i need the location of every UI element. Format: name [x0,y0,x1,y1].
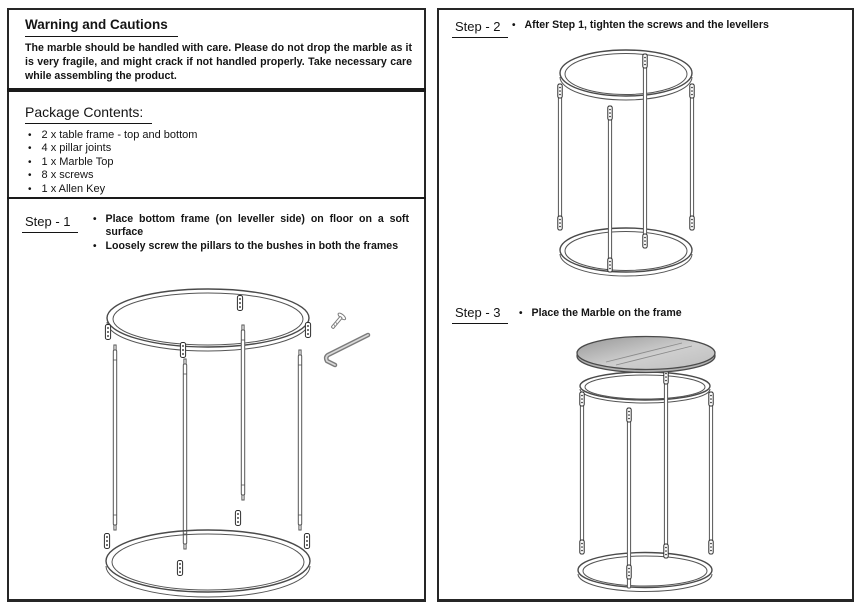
pillar-joint-bush [104,534,109,549]
package-item-text: 2 x table frame - top and bottom [41,129,198,141]
marble-top [577,337,715,373]
pillar [298,350,301,530]
screw-icon [329,312,347,331]
step-3-label: Step - 3 [452,305,508,324]
step-2-label: Step - 2 [452,19,508,38]
pillar-joint-bush [580,540,584,554]
pillar [627,408,630,588]
section-divider-double [7,88,426,92]
pillar-joint-bush [180,343,185,358]
package-item-text: 1 x Allen Key [41,182,106,195]
pillar-joint-bush [643,234,647,248]
step1-exploded-frame-diagram [85,275,423,605]
pillar [183,359,186,549]
top-frame-ring [560,50,692,100]
warning-title: Warning and Cautions [25,16,178,37]
pillar [690,84,693,230]
pillar-joint-bush [709,392,713,406]
bullet-icon: • [28,143,32,155]
bottom-frame-ring [106,530,310,597]
warning-body: The marble should be handled with care. Please do not drop the marble as it is very fragile, and might crack if not handled properly. Take necessary care while assembling the product. [25,42,412,82]
package-contents-list [28,129,408,196]
pillar [608,106,611,272]
package-item-text: 4 x pillar joints [41,142,112,155]
left-page-panel [7,8,426,602]
step2-assembled-frame-diagram [548,42,713,302]
package-item-text: 1 x Marble Top [41,155,114,168]
allen-key-icon [326,335,368,365]
pillar-joint-bush [105,325,110,340]
pillar-joint-bush [235,511,240,526]
bullet-icon: • [28,130,32,141]
package-contents-title: Package Contents: [25,104,152,124]
bottom-frame-ring [560,228,692,276]
pillar [664,370,667,558]
right-page-panel [437,8,854,602]
package-item [28,169,408,182]
pillar-joint-bush [627,565,631,579]
package-item [28,156,408,169]
pillar-joint-bush [608,106,612,120]
bullet-icon: • [93,214,97,225]
pillar-joint-bush [580,392,584,406]
pillar-joint-bush [690,84,694,98]
pillar-joint-bush [558,216,562,230]
instruction-line: • Loosely screw the pillars to the bushes in both the frames [93,239,399,252]
bottom-frame-ring [578,553,712,592]
pillar [113,345,116,530]
pillar-joint-bush [709,540,713,554]
instruction-line: • Place bottom frame (on leveller side) on floor on a soft surface [93,213,409,239]
instruction-line: • After Step 1, tighten the screws and the levellers [512,19,769,31]
pillar-joint-bush [177,561,182,576]
bullet-icon: • [28,170,32,182]
step-1-label: Step - 1 [22,214,78,233]
pillar-joint-bush [558,84,562,98]
pillar [580,392,583,554]
pillar [558,84,561,230]
package-item [28,142,408,155]
package-item [28,129,408,142]
pillar-joint-bush [304,534,309,549]
pillar-joint-bush [643,54,647,68]
pillar-joint-bush [608,258,612,272]
instruction-line: • Place the Marble on the frame [519,307,682,319]
top-frame-ring [107,289,309,351]
package-item [28,183,408,196]
pillar-joint-bush [237,296,242,311]
bullet-icon: • [93,240,97,252]
section-divider [7,197,426,199]
step3-marble-on-frame-diagram [560,332,730,605]
pillar [709,392,712,554]
pillar-joint-bush [690,216,694,230]
pillar [643,54,646,248]
step-2-instructions [512,19,848,32]
pillar-joint-bush [305,323,310,338]
bullet-icon: • [519,308,523,319]
pillar-joint-bush [627,408,631,422]
bullet-icon: • [28,156,32,168]
bullet-icon: • [28,183,32,195]
pillar [241,325,244,500]
step-3-instructions [519,307,839,320]
bullet-icon: • [512,20,516,31]
step-1-instructions [93,213,409,253]
package-item-text: 8 x screws [41,169,94,182]
top-frame-ring [580,372,710,403]
pillar-joint-bush [664,544,668,558]
